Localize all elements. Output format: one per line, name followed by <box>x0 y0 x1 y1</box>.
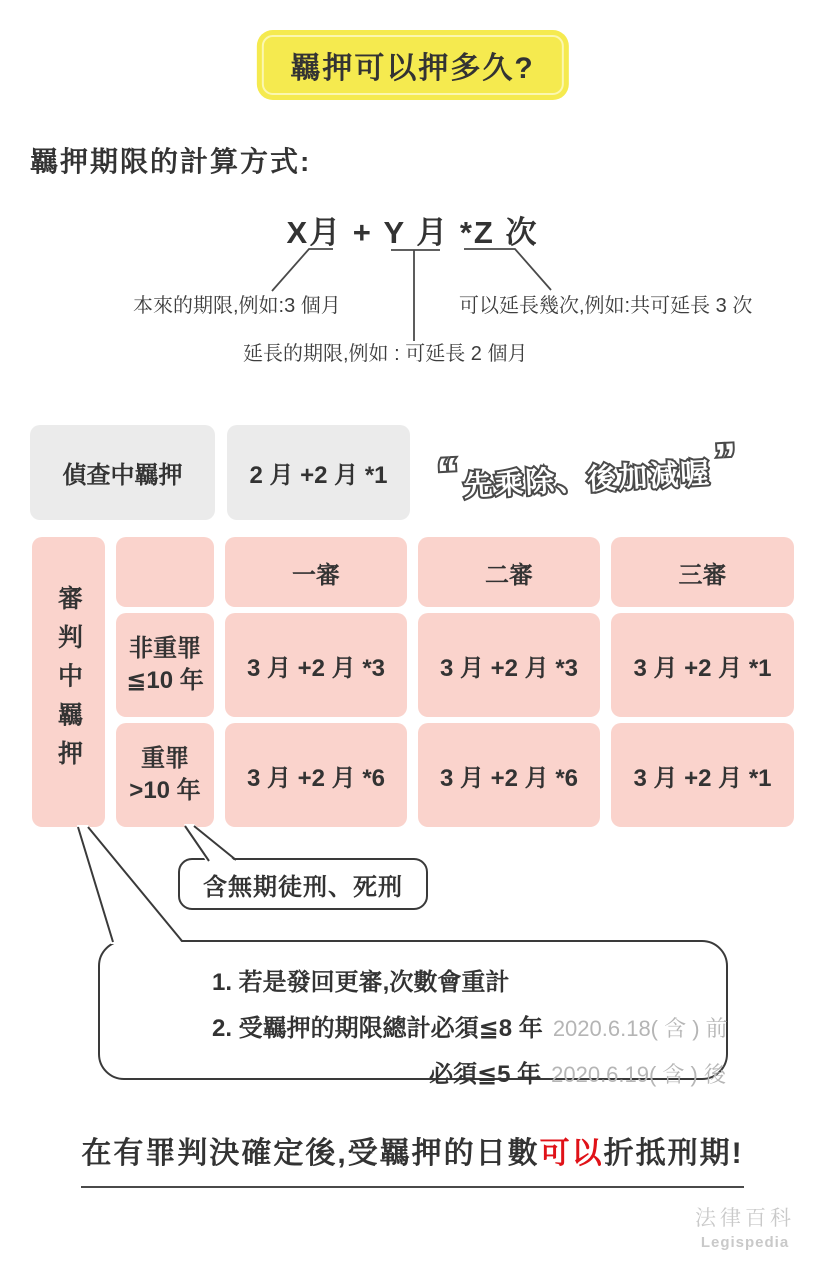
table-col-header-first-instance: 一審 <box>225 537 407 607</box>
table-col-header-third-instance: 三審 <box>611 537 794 607</box>
table-row-header-trial-detention: 審判中羈押 <box>32 537 105 827</box>
table-row-label-felony: 重罪 >10 年 <box>116 723 214 827</box>
conclusion-post: 折抵刑期! <box>603 1137 744 1170</box>
table-cell-felony-first: 3 月 +2 月 *6 <box>225 723 407 827</box>
brand-name-en: Legispedia <box>700 1234 790 1251</box>
conclusion-pre: 在有罪判決確定後,受羈押的日數 <box>81 1137 540 1170</box>
table-cell-felony-second: 3 月 +2 月 *6 <box>418 723 600 827</box>
table-corner-cell <box>116 537 214 607</box>
callout-notes <box>98 940 728 1088</box>
section-heading: 羈押期限的計算方式: <box>30 146 312 177</box>
bracket-y-line <box>391 250 440 341</box>
investigation-detention-value: 2 月 +2 月 *1 <box>227 425 410 520</box>
table-cell-felony-third: 3 月 +2 月 *1 <box>611 723 794 827</box>
formula-note-extension-times: 可以延長幾次,例如:共可延長 3 次 <box>459 295 753 317</box>
formula-expression: X月 + Y 月 *Z 次 <box>286 215 539 250</box>
open-quote-icon: “ <box>435 449 461 500</box>
table-col-header-second-instance: 二審 <box>418 537 600 607</box>
callout-note-line3-main: 必須≦5 年 <box>429 1061 542 1088</box>
table-cell-nonfelony-third: 3 月 +2 月 *1 <box>611 613 794 717</box>
callout-note-line2-main: 2. 受羈押的期限總計必須≦8 年 <box>212 1015 543 1042</box>
bracket-z-line <box>464 249 551 290</box>
quote-remark <box>435 434 788 506</box>
callout-felony-includes: 含無期徒刑、死刑 <box>178 858 428 910</box>
trial-detention-table <box>32 537 794 827</box>
table-cell-nonfelony-second: 3 月 +2 月 *3 <box>418 613 600 717</box>
table-cell-nonfelony-first: 3 月 +2 月 *3 <box>225 613 407 717</box>
callout-note-line3 <box>212 1054 726 1089</box>
callout-note-line2 <box>212 1008 726 1043</box>
callout-note-line1: 1. 若是發回更審,次數會重計 <box>212 969 510 996</box>
quote-text: 先乘除、後加減喔 <box>462 457 713 503</box>
bracket-x-line <box>272 249 333 291</box>
conclusion-highlight: 可以 <box>539 1137 604 1170</box>
close-quote-icon: ” <box>713 434 738 485</box>
formula-note-original-period: 本來的期限,例如:3 個月 <box>133 295 341 317</box>
callout-note-line3-date: 2020.6.19( 含 ) 後 <box>551 1062 726 1087</box>
formula-note-extension-period: 延長的期限,例如 : 可延長 2 個月 <box>243 343 528 365</box>
conclusion-statement <box>0 1128 825 1188</box>
title-badge: 羈押可以押多久? <box>256 30 568 100</box>
brand-name-zh: 法律百科 <box>695 1207 795 1230</box>
investigation-detention-label: 偵查中羈押 <box>30 425 215 520</box>
brand-watermark <box>695 1202 795 1251</box>
table-row-label-non-felony: 非重罪 ≦10 年 <box>116 613 214 717</box>
callout-note-line2-date: 2020.6.18( 含 ) 前 <box>552 1016 728 1041</box>
notes-callout-tail <box>77 825 183 944</box>
